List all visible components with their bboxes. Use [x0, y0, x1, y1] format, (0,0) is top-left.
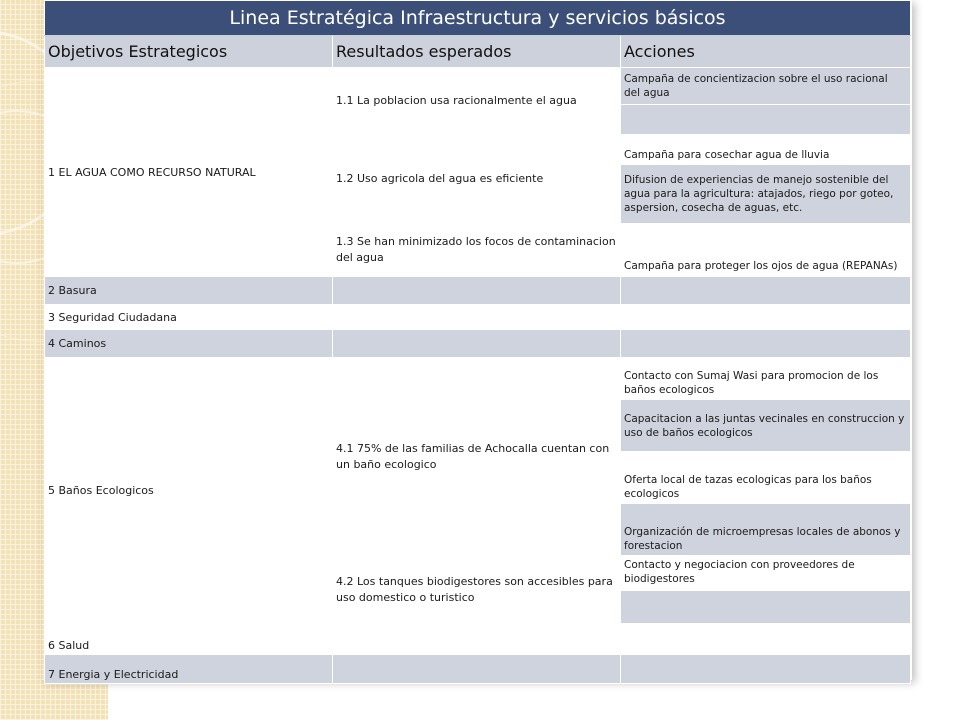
result-cell: 1.2 Uso agricola del agua es eficiente [333, 135, 621, 224]
action-cell [621, 105, 911, 135]
empty-cell [333, 655, 621, 684]
action-cell: Difusion de experiencias de manejo sostenible del agua para la agricultura: atajados, riego por goteo, aspersion, cosecha de aguas, etc. [621, 165, 911, 224]
action-cell [621, 591, 911, 624]
empty-cell [621, 655, 911, 684]
result-cell: 1.1 La poblacion usa racionalmente el agua [333, 68, 621, 135]
action-cell: Contacto con Sumaj Wasi para promocion de los baños ecologicos [621, 358, 911, 400]
action-cell: Campaña para proteger los ojos de agua (REPANAs) [621, 224, 911, 276]
result-cell: 4.2 Los tanques biodigestores son accesibles para uso domestico o turistico [333, 556, 621, 624]
empty-cell [333, 305, 621, 330]
empty-cell [333, 330, 621, 358]
table-title: Linea Estratégica Infraestructura y servicios básicos [45, 1, 911, 36]
objective-cell: 4 Caminos [45, 330, 333, 358]
action-cell: Campaña para cosechar agua de lluvia [621, 135, 911, 165]
action-cell: Contacto y negociacion con proveedores de biodigestores [621, 556, 911, 591]
objective-cell: 7 Energia y Electricidad [45, 655, 333, 684]
empty-cell [621, 330, 911, 358]
empty-cell [333, 624, 621, 655]
objective-cell: 3 Seguridad Ciudadana [45, 305, 333, 330]
result-cell: 4.1 75% de las familias de Achocalla cuentan con un baño ecologico [333, 358, 621, 556]
objective-cell: 5 Baños Ecologicos [45, 358, 333, 624]
objective-cell: 2 Basura [45, 277, 333, 305]
result-cell: 1.3 Se han minimizado los focos de contaminacion del agua [333, 224, 621, 276]
action-cell: Capacitacion a las juntas vecinales en construccion y uso de baños ecologicos [621, 400, 911, 452]
strategy-table [44, 0, 911, 684]
action-cell: Oferta local de tazas ecologicas para los baños ecologicos [621, 452, 911, 504]
empty-cell [621, 277, 911, 305]
objective-cell: 1 EL AGUA COMO RECURSO NATURAL [45, 68, 333, 277]
column-header-acciones: Acciones [621, 36, 911, 68]
action-cell: Campaña de concientizacion sobre el uso racional del agua [621, 68, 911, 105]
objective-cell: 6 Salud [45, 624, 333, 655]
empty-cell [621, 305, 911, 330]
empty-cell [333, 277, 621, 305]
empty-cell [621, 624, 911, 655]
column-header-objetivos: Objetivos Estrategicos [45, 36, 333, 68]
column-header-resultados: Resultados esperados [333, 36, 621, 68]
action-cell: Organización de microempresas locales de abonos y forestacion [621, 504, 911, 556]
